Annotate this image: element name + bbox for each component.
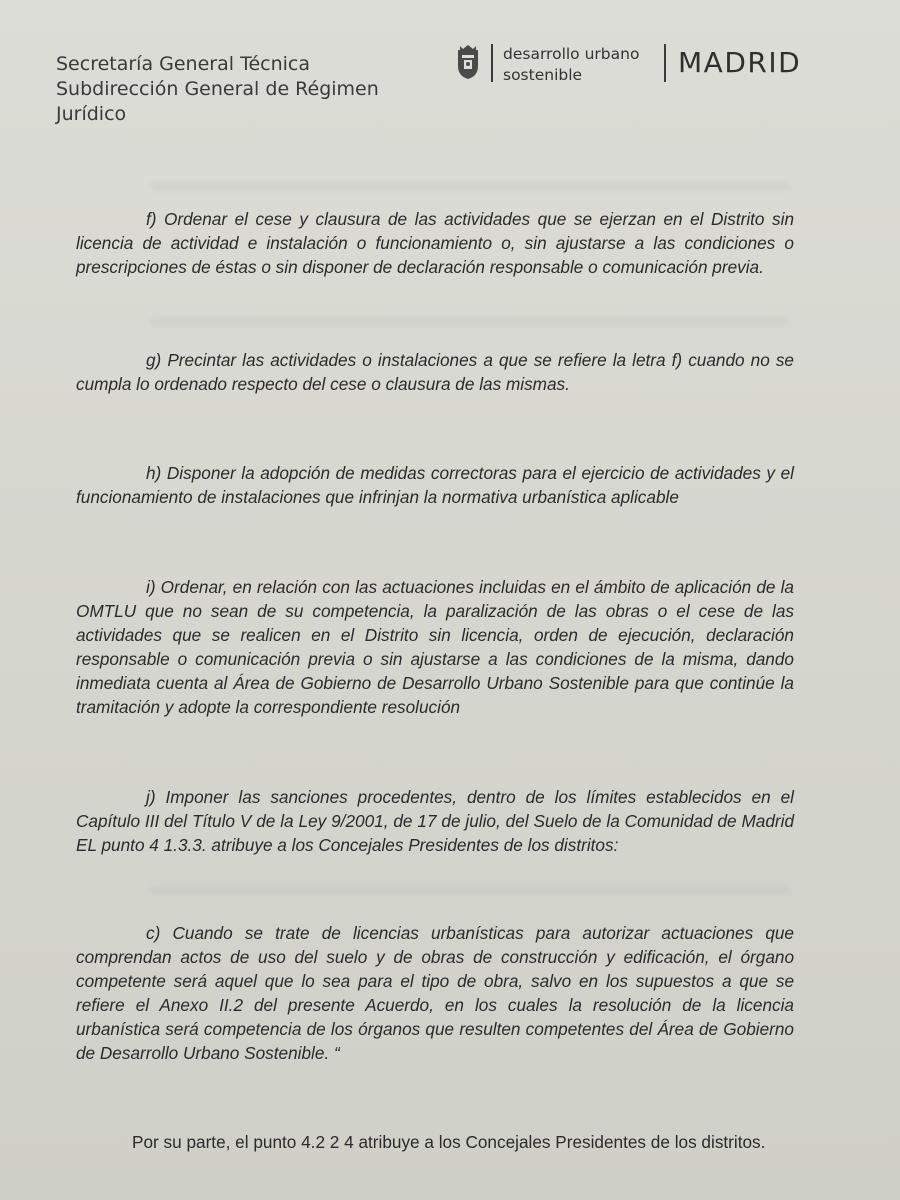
paragraph-g: g) Precintar las actividades o instalaciones a que se refiere la letra f) cuando no se cumpla lo ordenado respecto del cese o clausura de las mismas. — [76, 350, 794, 394]
department-line: sostenible — [503, 66, 583, 84]
paragraph-i: i) Ordenar, en relación con las actuaciones incluidas en el ámbito de aplicación de la OMTLU que no sean de su competencia, la paralización de las obras o el cese de las actividades que se realicen en el Distrito sin licencia, orden de ejecución, declaración responsable o comunicación previa o sin ajustarse a las condiciones de la misma, dando inmediata cuenta al Área de Gobierno de Desarrollo Urbano Sostenible para que continúe la tramitación y adopte la correspondiente resolución — [76, 577, 794, 717]
office-line: Subdirección General de Régimen — [56, 78, 379, 100]
office-header — [56, 52, 379, 127]
paragraph-h: h) Disponer la adopción de medidas correctoras para el ejercicio de actividades y el funcionamiento de instalaciones que infrinjan la normativa urbanística aplicable — [76, 463, 794, 507]
closing-paragraph: Por su parte, el punto 4.2 2 4 atribuye a los Concejales Presidentes de los distritos. — [132, 1132, 766, 1152]
paragraph-f: f) Ordenar el cese y clausura de las actividades que se ejerzan en el Distrito sin licencia de actividad e instalación o funcionamiento o, sin ajustarse a las condiciones o prescripciones de éstas o sin disponer de declaración responsable o comunicación previa. — [76, 209, 794, 277]
paragraph-j: j) Imponer las sanciones procedentes, dentro de los límites establecidos en el Capítulo III del Título V de la Ley 9/2001, de 17 de julio, del Suelo de la Comunidad de Madrid EL punto 4 1.3.3. atribuye a los Concejales Presidentes de los distritos: — [76, 787, 794, 855]
office-line: Secretaría General Técnica — [56, 53, 310, 75]
bleed-through-text — [150, 182, 790, 190]
city-logo-text: MADRID — [678, 46, 802, 79]
department-name — [503, 44, 639, 86]
header-divider — [664, 44, 666, 82]
bleed-through-text — [150, 886, 790, 894]
paragraph-c: c) Cuando se trate de licencias urbanísticas para autorizar actuaciones que comprendan actos de uso del suelo y de obras de construcción y edificación, el órgano competente será aquel que lo sea para el tipo de obra, salvo en los supuestos a que se refiere el Anexo II.2 del presente Acuerdo, en los cuales la resolución de la licencia urbanística será competencia de los órganos que resulten competentes del Área de Gobierno de Desarrollo Urbano Sostenible. “ — [76, 923, 794, 1063]
madrid-crest-icon — [455, 44, 481, 80]
header-divider — [491, 44, 493, 82]
office-line: Jurídico — [56, 103, 127, 125]
bleed-through-text — [150, 318, 790, 326]
department-line: desarrollo urbano — [503, 45, 640, 63]
